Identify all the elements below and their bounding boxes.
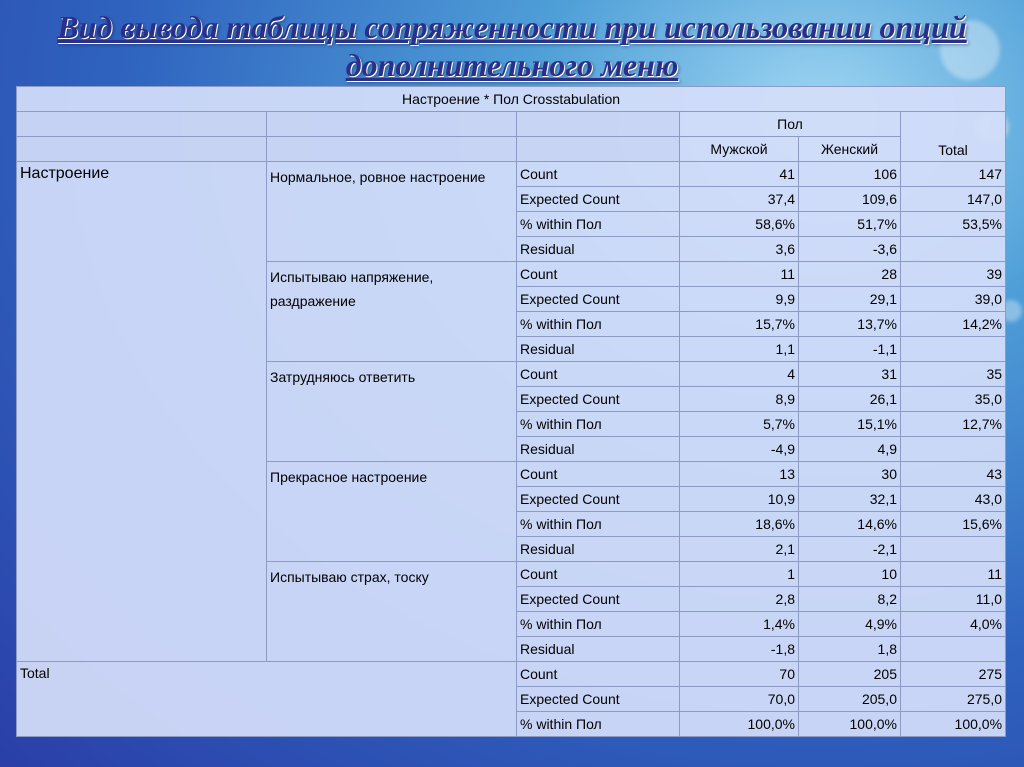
- value-cell: 70,0: [680, 687, 799, 712]
- value-cell: 13: [680, 462, 799, 487]
- value-cell: 205,0: [799, 687, 901, 712]
- value-cell: 100,0%: [680, 712, 799, 737]
- value-cell: [901, 337, 1006, 362]
- column-header-female: Женский: [799, 137, 901, 162]
- value-cell: 41: [680, 162, 799, 187]
- value-cell: 4,9: [799, 437, 901, 462]
- statistic-label: Expected Count: [517, 487, 680, 512]
- value-cell: 106: [799, 162, 901, 187]
- value-cell: 1,8: [799, 637, 901, 662]
- value-cell: 37,4: [680, 187, 799, 212]
- value-cell: 3,6: [680, 237, 799, 262]
- category-label: Прекрасное настроение: [267, 462, 517, 562]
- statistic-label: % within Пол: [517, 512, 680, 537]
- header-blank: [517, 112, 680, 137]
- header-blank: [517, 137, 680, 162]
- value-cell: 35: [901, 362, 1006, 387]
- value-cell: 10: [799, 562, 901, 587]
- statistic-label: Count: [517, 662, 680, 687]
- value-cell: 51,7%: [799, 212, 901, 237]
- header-blank: [267, 112, 517, 137]
- statistic-label: % within Пол: [517, 612, 680, 637]
- statistic-label: Residual: [517, 437, 680, 462]
- value-cell: 147,0: [901, 187, 1006, 212]
- value-cell: 70: [680, 662, 799, 687]
- value-cell: 2,8: [680, 587, 799, 612]
- value-cell: 26,1: [799, 387, 901, 412]
- statistic-label: Residual: [517, 637, 680, 662]
- value-cell: -1,1: [799, 337, 901, 362]
- value-cell: 12,7%: [901, 412, 1006, 437]
- statistic-label: Residual: [517, 237, 680, 262]
- statistic-label: Expected Count: [517, 387, 680, 412]
- value-cell: -1,8: [680, 637, 799, 662]
- statistic-label: Count: [517, 462, 680, 487]
- value-cell: -4,9: [680, 437, 799, 462]
- statistic-label: Count: [517, 362, 680, 387]
- category-label: Затрудняюсь ответить: [267, 362, 517, 462]
- statistic-label: % within Пол: [517, 312, 680, 337]
- value-cell: [901, 537, 1006, 562]
- value-cell: 32,1: [799, 487, 901, 512]
- value-cell: 28: [799, 262, 901, 287]
- value-cell: 4: [680, 362, 799, 387]
- value-cell: 35,0: [901, 387, 1006, 412]
- crosstab-table: [16, 86, 1006, 737]
- statistic-label: Expected Count: [517, 587, 680, 612]
- value-cell: 11,0: [901, 587, 1006, 612]
- value-cell: 58,6%: [680, 212, 799, 237]
- value-cell: 15,7%: [680, 312, 799, 337]
- category-label: Испытываю напряжение, раздражение: [267, 262, 517, 362]
- value-cell: 205: [799, 662, 901, 687]
- value-cell: 31: [799, 362, 901, 387]
- value-cell: 275,0: [901, 687, 1006, 712]
- value-cell: 147: [901, 162, 1006, 187]
- statistic-label: Count: [517, 162, 680, 187]
- slide-title-line1: Вид вывода таблицы сопряженности при использовании опций: [57, 9, 967, 45]
- row-variable-label: Настроение: [17, 162, 267, 662]
- header-blank: [267, 137, 517, 162]
- value-cell: 1: [680, 562, 799, 587]
- value-cell: 100,0%: [901, 712, 1006, 737]
- value-cell: 100,0%: [799, 712, 901, 737]
- value-cell: 15,1%: [799, 412, 901, 437]
- table-row: [17, 662, 1006, 687]
- value-cell: 39: [901, 262, 1006, 287]
- statistic-label: Count: [517, 262, 680, 287]
- category-label: Нормальное, ровное настроение: [267, 162, 517, 262]
- column-header-total: Total: [901, 112, 1006, 162]
- slide-title: [0, 8, 1024, 84]
- value-cell: 4,0%: [901, 612, 1006, 637]
- value-cell: -2,1: [799, 537, 901, 562]
- value-cell: 8,9: [680, 387, 799, 412]
- statistic-label: Count: [517, 562, 680, 587]
- column-group-header: Пол: [680, 112, 901, 137]
- value-cell: [901, 437, 1006, 462]
- statistic-label: % within Пол: [517, 712, 680, 737]
- table-caption: Настроение * Пол Crosstabulation: [17, 87, 1006, 112]
- value-cell: 14,2%: [901, 312, 1006, 337]
- statistic-label: Expected Count: [517, 287, 680, 312]
- total-label: Total: [17, 662, 517, 737]
- statistic-label: % within Пол: [517, 412, 680, 437]
- value-cell: 13,7%: [799, 312, 901, 337]
- column-header-male: Мужской: [680, 137, 799, 162]
- category-label: Испытываю страх, тоску: [267, 562, 517, 662]
- value-cell: 15,6%: [901, 512, 1006, 537]
- value-cell: 29,1: [799, 287, 901, 312]
- value-cell: 39,0: [901, 287, 1006, 312]
- value-cell: 11: [901, 562, 1006, 587]
- value-cell: 18,6%: [680, 512, 799, 537]
- value-cell: 5,7%: [680, 412, 799, 437]
- value-cell: 1,4%: [680, 612, 799, 637]
- statistic-label: Expected Count: [517, 187, 680, 212]
- statistic-label: Residual: [517, 337, 680, 362]
- value-cell: 9,9: [680, 287, 799, 312]
- value-cell: 2,1: [680, 537, 799, 562]
- value-cell: 11: [680, 262, 799, 287]
- statistic-label: % within Пол: [517, 212, 680, 237]
- statistic-label: Residual: [517, 537, 680, 562]
- value-cell: [901, 237, 1006, 262]
- value-cell: 43: [901, 462, 1006, 487]
- slide-title-line2: дополнительного меню: [345, 47, 679, 83]
- value-cell: 109,6: [799, 187, 901, 212]
- statistic-label: Expected Count: [517, 687, 680, 712]
- table-row: [17, 162, 1006, 187]
- value-cell: 10,9: [680, 487, 799, 512]
- value-cell: 53,5%: [901, 212, 1006, 237]
- value-cell: 275: [901, 662, 1006, 687]
- value-cell: 43,0: [901, 487, 1006, 512]
- value-cell: 4,9%: [799, 612, 901, 637]
- value-cell: -3,6: [799, 237, 901, 262]
- value-cell: 1,1: [680, 337, 799, 362]
- header-blank: [17, 137, 267, 162]
- value-cell: 30: [799, 462, 901, 487]
- value-cell: 8,2: [799, 587, 901, 612]
- value-cell: [901, 637, 1006, 662]
- value-cell: 14,6%: [799, 512, 901, 537]
- header-blank: [17, 112, 267, 137]
